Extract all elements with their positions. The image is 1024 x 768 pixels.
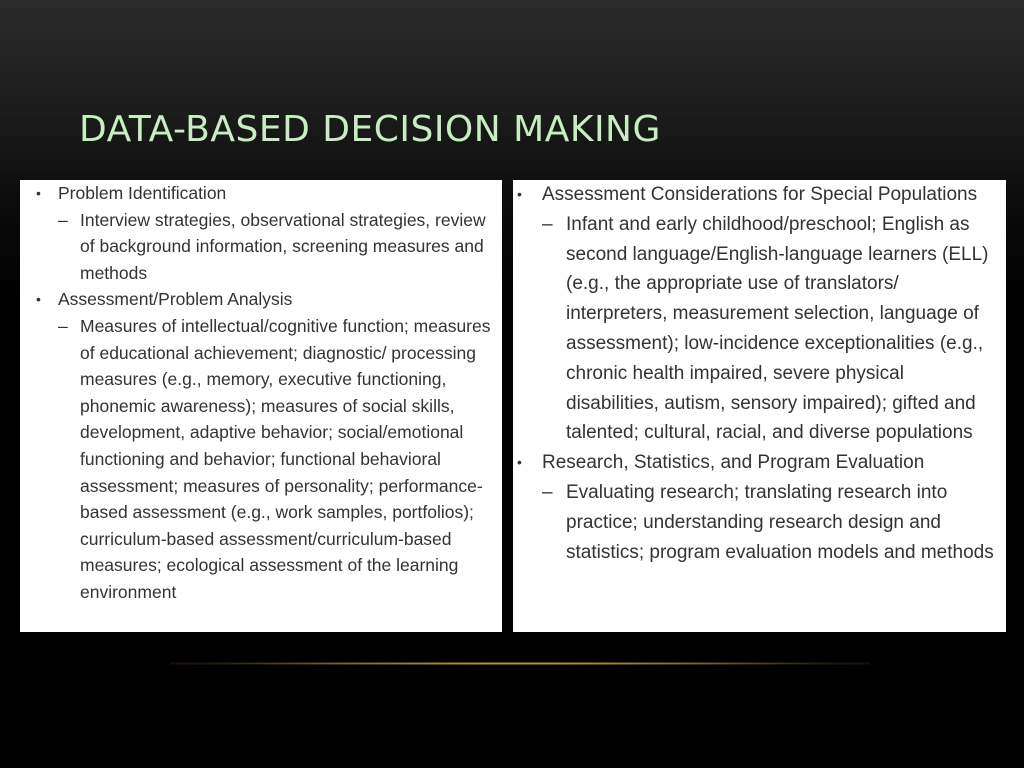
sub-item-text: Evaluating research; translating research into practice; understanding research design and statistics; program evaluation models and methods — [566, 481, 994, 563]
bullet-icon: • — [36, 185, 41, 201]
sub-item-problem-identification — [36, 207, 496, 287]
bullet-item-assessment-problem-analysis — [36, 286, 496, 313]
bullet-heading: Assessment/Problem Analysis — [58, 289, 293, 310]
bullet-icon: • — [517, 454, 522, 471]
bullet-icon: • — [36, 291, 41, 308]
sub-item-text: Infant and early childhood/preschool; English as second language/English-language learners (ELL) (e.g., the appropriate use of translators/ interpreters, measurement selection, language of assessment); low-incidence exceptionalities (e.g., chronic health impaired, severe physical disabilities, autism, sensory impaired); gifted and talented; cultural, racial, and diverse populations — [566, 213, 989, 444]
sub-item-special-populations — [517, 210, 998, 448]
sub-item-assessment-problem-analysis — [36, 313, 496, 606]
sub-item-text: Interview strategies, observational strategies, review of background information, screening measures and methods — [80, 209, 486, 283]
sub-item-research-statistics — [517, 478, 998, 567]
right-content-panel — [513, 180, 1006, 632]
bullet-heading: Assessment Considerations for Special Populations — [542, 184, 978, 205]
dash-icon: – — [542, 213, 553, 235]
gold-divider-line — [170, 662, 870, 665]
bullet-item-research-statistics — [517, 448, 998, 478]
bullet-item-problem-identification — [36, 180, 496, 207]
bullet-item-special-populations — [517, 180, 998, 210]
slide-title: DATA-BASED DECISION MAKING — [79, 109, 661, 150]
dash-icon: – — [58, 315, 68, 336]
bullet-icon: • — [517, 186, 522, 202]
sub-item-text: Measures of intellectual/cognitive function; measures of educational achievement; diagnostic/ processing measures (e.g., memory, executive functioning, phonemic awareness); measures of social skills, development, adaptive behavior; social/emotional functioning and behavior; functional behavioral assessment; measures of personality; performance-based assessment (e.g., work samples, portfolios); curriculum-based assessment/curriculum-based measures; ecological assessment of the learning environment — [80, 315, 491, 602]
dash-icon: – — [58, 209, 68, 230]
bullet-heading: Problem Identification — [58, 183, 227, 203]
left-content-panel — [20, 180, 502, 632]
dash-icon: – — [542, 481, 553, 503]
bullet-heading: Research, Statistics, and Program Evaluation — [542, 452, 925, 474]
